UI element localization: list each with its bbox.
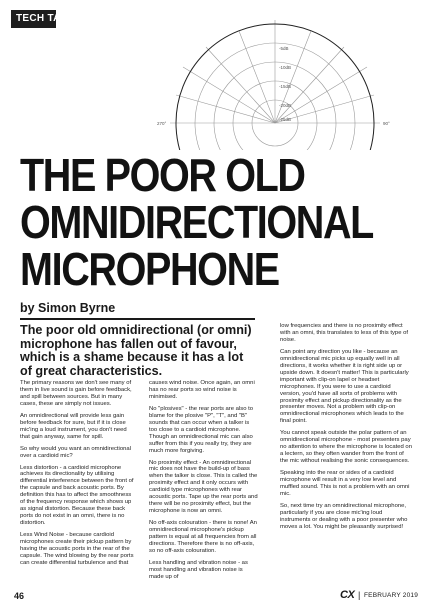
headline-line: OMNIDIRECTIONAL (20, 196, 373, 248)
ring-label: -25dB (279, 117, 292, 122)
magazine-logo: CX (340, 589, 355, 601)
headline-line: THE POOR OLD (20, 149, 305, 201)
body-paragraph: So, next time try an omnidirectional microphone, particularly if you are close mic'ing loud instruments or dealing with a poor presenter who moves a lot. You might be pleasantly surprised! (280, 502, 408, 530)
body-paragraph: Less distortion - a cardioid microphone achieves its directionality by utilising differential interference between the front of the capsule and back acoustic ports. By definition this has to affect the smoothness of the frequency response which shows up as signal distortion. Because these back ports do not exist in an omni, there is no distortion. (20, 464, 134, 527)
section-tag: TECH TALK (16, 13, 75, 24)
body-paragraph: You cannot speak outside the polar pattern of an omnidirectional microphone - most presenters pay no attention to where the microphone is located on a lectern, so they often wander from the front of the mic without realising the sonic consequences. (280, 430, 412, 465)
footer-separator: | (358, 590, 361, 600)
ring-label: -10dB (279, 65, 292, 70)
body-paragraph: Can point any direction you like - because an omnidirectional mic picks up equally well in all directions, it works whether it is right side up or upside down. It doesn't matter! This is particularly important with clip-on lapel or headset microphones. If you were to use a cardioid version, you'd have all sorts of problems with proximity effect and pickup directionality as the presenter moves. Not a problem with clip-on omnidirectional microphones which leads to the final point. (280, 348, 409, 425)
body-paragraph: causes wind noise. Once again, an omni has no rear ports so wind noise is minimised. (149, 380, 255, 400)
ring-label: -20dB (279, 103, 292, 108)
standfirst: The poor old omnidirectional (or omni) microphone has fallen out of favour, which is a shame because it has a lot of great characteristics. (20, 323, 252, 378)
issue-date: FEBRUARY 2019 (364, 592, 419, 599)
body-column-1 (20, 380, 134, 572)
headline-line: MICROPHONE (20, 243, 279, 295)
body-paragraph: No "plosives" - the rear ports are also to blame for the plosive "P", "T", and "B" sounds that can occur when a talker is too close to a cardioid microphone. Though an omnidirectional mic can also suffer from this if you really try, they are much more forgiving. (149, 405, 254, 454)
body-column-2 (149, 380, 258, 586)
body-paragraph: low frequencies and there is no proximity effect with an omni, this translates to less of this type of noise. (280, 323, 409, 343)
body-paragraph: Speaking into the rear or sides of a cardioid microphone will result in a very low level and muffled sound. This is not a problem with an omni mic. (280, 470, 410, 497)
page-number: 46 (14, 591, 25, 601)
polar-pattern-graphic (110, 0, 433, 150)
body-paragraph: An omnidirectional will provide less gain before feedback for sure, but if it is close mic'ing a loud instrument, you don't need that gain anyway, same for spill. (20, 412, 127, 440)
divider-rule (20, 318, 255, 320)
body-paragraph: No off-axis colouration - there is none! An omnidirectional microphone's pickup pattern is equal at all frequencies from all directions. Therefore there is no off-axis, so no off-axis colouration. (149, 520, 257, 554)
angle-label-right: 90° (383, 121, 390, 126)
ring-label: -15dB (279, 84, 292, 89)
body-column-3 (280, 323, 412, 536)
body-paragraph: Less handling and vibration noise - as most handling and vibration noise is made up of (149, 559, 248, 580)
body-paragraph: Less Wind Noise - because cardioid microphones create their pickup pattern by having the acoustic ports in the rear of the capsule. The wind blowing by the rear ports can create differential turbulence and that (20, 532, 134, 566)
body-paragraph: The primary reasons we don't see many of them in live sound is gain before feedback, and spill between sources. But in many cases, these are simply not issues. (20, 380, 132, 407)
body-paragraph: No proximity effect - An omnidirectional mic does not have the build-up of bass when the talker is close. This is called the proximity effect and it only occurs with cardioid type microphones with rear acoustic ports. Tape up the rear ports and there will be no proximity effect, but the microphone is now an omni. (149, 459, 258, 515)
ring-label: -5dB (279, 46, 289, 51)
body-paragraph: So why would you want an omnidirectional over a cardioid mic? (20, 445, 132, 459)
headline (20, 149, 373, 295)
angle-label-left: 270° (157, 121, 167, 126)
polar-pattern-diagram (110, 0, 433, 150)
byline: by Simon Byrne (20, 301, 116, 315)
